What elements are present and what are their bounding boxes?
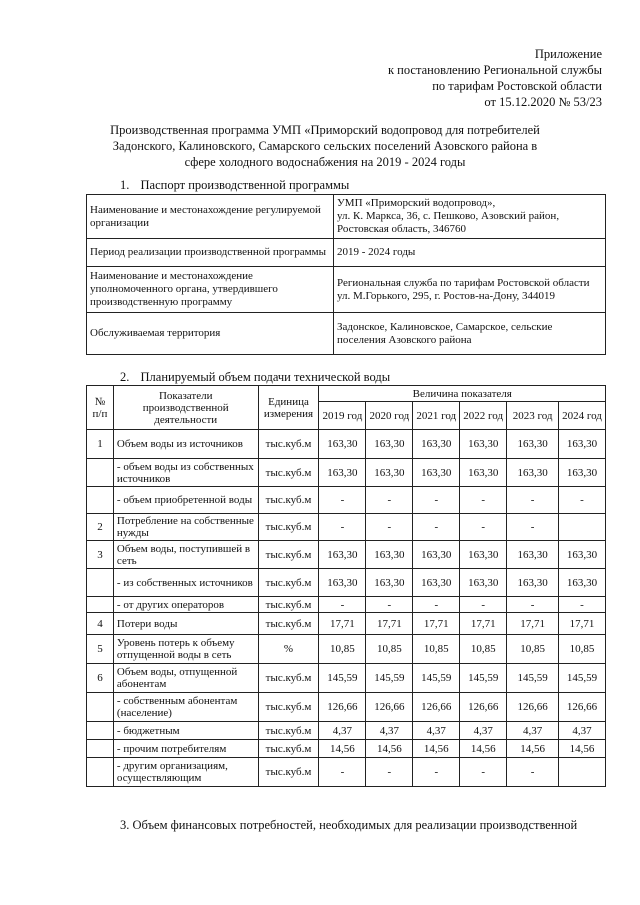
table-row <box>87 740 606 758</box>
table-row <box>87 693 606 722</box>
header-year: 2023 год <box>507 402 559 430</box>
row-number <box>87 693 114 722</box>
section-number: 2. <box>120 370 130 384</box>
row-value: 163,30 <box>319 541 366 569</box>
section-title: Планируемый объем подачи технической воды <box>140 370 391 384</box>
passport-value-line: 2019 - 2024 годы <box>337 246 416 258</box>
row-value: 17,71 <box>559 613 606 635</box>
row-indicator: - прочим потребителям <box>113 740 258 758</box>
row-unit: тыс.куб.м <box>258 487 319 514</box>
row-unit: тыс.куб.м <box>258 541 319 569</box>
table-row <box>87 722 606 740</box>
row-value: 17,71 <box>319 613 366 635</box>
row-value: 145,59 <box>413 664 460 693</box>
header-year: 2019 год <box>319 402 366 430</box>
row-unit: тыс.куб.м <box>258 693 319 722</box>
row-number <box>87 722 114 740</box>
row-value: - <box>413 514 460 541</box>
row-value: 163,30 <box>460 459 507 487</box>
row-value: 10,85 <box>559 635 606 664</box>
row-value: 10,85 <box>319 635 366 664</box>
row-unit: % <box>258 635 319 664</box>
passport-value-line: ул. М.Горького, 295, г. Ростов-на-Дону, 344019 <box>337 289 555 302</box>
table-row <box>87 541 606 569</box>
row-indicator: - другим организациям, осуществляющим <box>113 758 258 787</box>
row-number <box>87 459 114 487</box>
table-row <box>87 758 606 787</box>
header-year: 2024 год <box>559 402 606 430</box>
table-row <box>87 613 606 635</box>
passport-label: Наименование и местонахождение уполномоченного органа, утвердившего производственную программу <box>87 267 334 313</box>
row-indicator: Объем воды, поступившей в сеть <box>113 541 258 569</box>
appendix-line: Приложение <box>534 47 602 61</box>
row-unit: тыс.куб.м <box>258 722 319 740</box>
row-value: 163,30 <box>460 430 507 459</box>
row-value: - <box>507 487 559 514</box>
row-number: 4 <box>87 613 114 635</box>
row-value: 4,37 <box>507 722 559 740</box>
row-value <box>559 758 606 787</box>
row-number <box>87 758 114 787</box>
passport-value-line: Задонское, Калиновское, Самарское, сельские поселения Азовского района <box>337 320 553 346</box>
row-value: 4,37 <box>413 722 460 740</box>
row-number: 5 <box>87 635 114 664</box>
header-indicator: Показатели производственной деятельности <box>113 386 258 430</box>
row-unit: тыс.куб.м <box>258 597 319 613</box>
row-value: 14,56 <box>507 740 559 758</box>
appendix-line: от 15.12.2020 № 53/23 <box>484 95 602 109</box>
row-indicator: - объем приобретенной воды <box>113 487 258 514</box>
passport-value-line: ул. К. Маркса, 36, с. Пешково, Азовский район, <box>337 210 560 222</box>
row-indicator: - бюджетным <box>113 722 258 740</box>
row-value: - <box>460 597 507 613</box>
row-value <box>559 514 606 541</box>
row-value: 14,56 <box>319 740 366 758</box>
passport-value <box>334 195 606 239</box>
header-year: 2021 год <box>413 402 460 430</box>
row-value: 14,56 <box>460 740 507 758</box>
row-value: 163,30 <box>413 459 460 487</box>
row-value: 14,56 <box>366 740 413 758</box>
section-3-heading: 3. Объем финансовых потребностей, необходимых для реализации производственной <box>120 818 578 832</box>
row-value: 126,66 <box>413 693 460 722</box>
header-year: 2020 год <box>366 402 413 430</box>
row-value: 10,85 <box>507 635 559 664</box>
row-number <box>87 487 114 514</box>
row-value: - <box>460 487 507 514</box>
row-unit: тыс.куб.м <box>258 459 319 487</box>
row-indicator: Потери воды <box>113 613 258 635</box>
row-value: - <box>366 758 413 787</box>
passport-value <box>334 313 606 355</box>
appendix-line: к постановлению Региональной службы <box>387 63 602 77</box>
row-value: 163,30 <box>366 430 413 459</box>
row-unit: тыс.куб.м <box>258 514 319 541</box>
row-value: 163,30 <box>559 569 606 597</box>
row-value: - <box>559 597 606 613</box>
appendix-block <box>388 46 602 110</box>
table-row <box>87 487 606 514</box>
header-unit: Единица измерения <box>258 386 319 430</box>
row-indicator: - от других операторов <box>113 597 258 613</box>
row-value: 145,59 <box>319 664 366 693</box>
volumes-table <box>86 385 606 787</box>
row-value: 126,66 <box>460 693 507 722</box>
row-unit: тыс.куб.м <box>258 613 319 635</box>
row-value: - <box>413 597 460 613</box>
row-value: 163,30 <box>559 541 606 569</box>
row-value: - <box>507 597 559 613</box>
row-unit: тыс.куб.м <box>258 740 319 758</box>
row-indicator: Объем воды из источников <box>113 430 258 459</box>
passport-label: Обслуживаемая территория <box>87 313 334 355</box>
passport-value <box>334 267 606 313</box>
row-number <box>87 740 114 758</box>
row-indicator: Объем воды, отпущенной абонентам <box>113 664 258 693</box>
row-number <box>87 569 114 597</box>
row-value: - <box>366 597 413 613</box>
row-value: 4,37 <box>559 722 606 740</box>
header-value-group: Величина показателя <box>319 386 606 402</box>
program-title <box>110 122 540 170</box>
title-line: Производственная программа УМП «Приморский водопровод для потребителей <box>110 123 540 137</box>
row-value: 17,71 <box>507 613 559 635</box>
section-title: Паспорт производственной программы <box>140 178 350 192</box>
row-value: 163,30 <box>319 459 366 487</box>
row-unit: тыс.куб.м <box>258 430 319 459</box>
row-value: 163,30 <box>413 430 460 459</box>
row-value: 163,30 <box>559 459 606 487</box>
row-value: 163,30 <box>507 569 559 597</box>
row-value: 163,30 <box>319 569 366 597</box>
table-row <box>87 430 606 459</box>
header-num: № п/п <box>87 386 114 430</box>
table-row <box>87 569 606 597</box>
row-value: 126,66 <box>366 693 413 722</box>
passport-value-line: УМП «Приморский водопровод», <box>337 197 496 209</box>
row-value: 10,85 <box>460 635 507 664</box>
row-value: 163,30 <box>319 430 366 459</box>
row-indicator: Уровень потерь к объему отпущенной воды в сеть <box>113 635 258 664</box>
row-value: 145,59 <box>366 664 413 693</box>
row-value: - <box>460 758 507 787</box>
row-value: 126,66 <box>319 693 366 722</box>
row-value: 163,30 <box>413 541 460 569</box>
row-unit: тыс.куб.м <box>258 664 319 693</box>
passport-row <box>87 313 606 355</box>
row-number: 6 <box>87 664 114 693</box>
row-value: 145,59 <box>559 664 606 693</box>
row-value: 10,85 <box>366 635 413 664</box>
row-value: - <box>319 758 366 787</box>
header-year: 2022 год <box>460 402 507 430</box>
row-value: - <box>559 487 606 514</box>
row-value: 163,30 <box>507 541 559 569</box>
row-value: 14,56 <box>413 740 460 758</box>
row-value: 163,30 <box>559 430 606 459</box>
row-value: 145,59 <box>507 664 559 693</box>
row-value: 4,37 <box>319 722 366 740</box>
row-number <box>87 597 114 613</box>
passport-label: Наименование и местонахождение регулируемой организации <box>87 195 334 239</box>
row-number: 2 <box>87 514 114 541</box>
row-value: 126,66 <box>559 693 606 722</box>
row-value: 14,56 <box>559 740 606 758</box>
row-value: 4,37 <box>460 722 507 740</box>
passport-table <box>86 194 606 355</box>
row-value: - <box>319 487 366 514</box>
section-1-heading <box>120 178 349 193</box>
row-value: - <box>413 487 460 514</box>
row-value: - <box>460 514 507 541</box>
passport-row <box>87 267 606 313</box>
row-value: - <box>319 597 366 613</box>
row-indicator: Потребление на собственные нужды <box>113 514 258 541</box>
row-value: - <box>507 514 559 541</box>
table-row <box>87 459 606 487</box>
row-value: 10,85 <box>413 635 460 664</box>
row-number: 1 <box>87 430 114 459</box>
title-line: сфере холодного водоснабжения на 2019 - 2024 годы <box>184 155 466 169</box>
passport-value-line: Ростовская область, 346760 <box>337 223 466 235</box>
table-row <box>87 514 606 541</box>
row-value: 163,30 <box>413 569 460 597</box>
passport-row <box>87 239 606 267</box>
row-value: 163,30 <box>366 459 413 487</box>
row-indicator: - из собственных источников <box>113 569 258 597</box>
table-row <box>87 635 606 664</box>
row-value: - <box>319 514 366 541</box>
row-unit: тыс.куб.м <box>258 569 319 597</box>
title-line: Задонского, Калиновского, Самарского сельских поселений Азовского района в <box>112 139 538 153</box>
section-2-heading <box>120 370 390 385</box>
section-number: 1. <box>120 178 130 192</box>
passport-value <box>334 239 606 267</box>
appendix-line: по тарифам Ростовской области <box>432 79 602 93</box>
row-value: - <box>366 514 413 541</box>
row-value: 126,66 <box>507 693 559 722</box>
row-indicator: - собственным абонентам (население) <box>113 693 258 722</box>
table-row <box>87 597 606 613</box>
row-value: - <box>413 758 460 787</box>
row-value: 17,71 <box>413 613 460 635</box>
row-value: 163,30 <box>460 569 507 597</box>
row-unit: тыс.куб.м <box>258 758 319 787</box>
row-value: - <box>366 487 413 514</box>
row-indicator: - объем воды из собственных источников <box>113 459 258 487</box>
row-value: 163,30 <box>366 541 413 569</box>
passport-label: Период реализации производственной программы <box>87 239 334 267</box>
passport-value-line: Региональная служба по тарифам Ростовской области <box>337 276 590 289</box>
row-value: 145,59 <box>460 664 507 693</box>
row-value: 163,30 <box>366 569 413 597</box>
row-value: 163,30 <box>507 459 559 487</box>
row-number: 3 <box>87 541 114 569</box>
row-value: 17,71 <box>460 613 507 635</box>
table-row <box>87 664 606 693</box>
row-value: 163,30 <box>460 541 507 569</box>
row-value: 163,30 <box>507 430 559 459</box>
row-value: 17,71 <box>366 613 413 635</box>
passport-row <box>87 195 606 239</box>
row-value: 4,37 <box>366 722 413 740</box>
row-value: - <box>507 758 559 787</box>
